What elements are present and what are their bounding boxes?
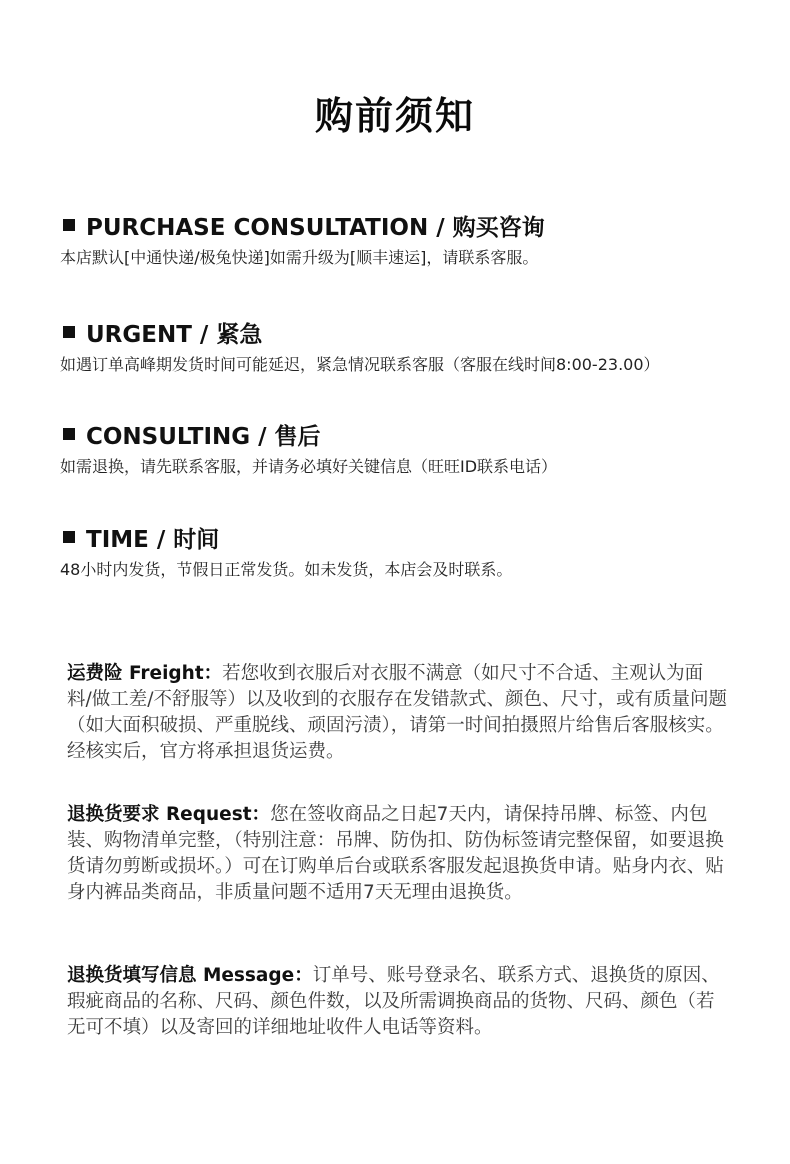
section-heading	[60, 417, 750, 451]
section-heading-text: CONSULTING / 售后	[86, 423, 321, 450]
notice-text: 若您收到衣服后对衣服不满意（如尺寸不合适、主观认为面料/做工差/不舒服等）以及收到的衣服存在发错款式、颜色、尺寸，或有质量问题（如大面积破损、严重脱线、顽固污渍），请第一时间拍摄照片给售后客服核实。经核实后，官方将承担退货运费。	[67, 663, 727, 762]
notice-freight	[67, 661, 727, 765]
notice-request	[67, 802, 727, 906]
section-heading	[60, 208, 750, 242]
section-description: 如需退换，请先联系客服，并请务必填好关键信息（旺旺ID联系电话）	[60, 457, 558, 476]
notice-label: 退换货要求 Request：	[67, 804, 271, 825]
square-bullet-icon	[63, 219, 75, 231]
section-purchase-consultation	[60, 208, 750, 270]
section-time	[60, 520, 750, 582]
section-description: 48小时内发货，节假日正常发货。如未发货，本店会及时联系。	[60, 560, 513, 579]
square-bullet-icon	[63, 428, 75, 440]
notice-label: 退换货填写信息 Message：	[67, 965, 313, 986]
notice-text: 订单号、账号登录名、联系方式、退换货的原因、瑕疵商品的名称、尺码、颜色件数，以及所需调换商品的货物、尺码、颜色（若无可不填）以及寄回的详细地址收件人电话等资料。	[67, 965, 720, 1038]
section-heading	[60, 315, 750, 349]
section-description: 如遇订单高峰期发货时间可能延迟，紧急情况联系客服（客服在线时间8:00-23.00）	[60, 355, 660, 374]
section-heading	[60, 520, 750, 554]
page-title: 购前须知	[314, 94, 475, 138]
notice-text: 您在签收商品之日起7天内，请保持吊牌、标签、内包装、购物清单完整，（特别注意：吊牌、防伪扣、防伪标签请完整保留，如要退换货请勿剪断或损坏。）可在订购单后台或联系客服发起退换货申请。贴身内衣、贴身内裤品类商品，非质量问题不适用7天无理由退换货。	[67, 804, 724, 903]
section-heading-text: URGENT / 紧急	[86, 321, 263, 348]
section-heading-text: PURCHASE CONSULTATION / 购买咨询	[86, 214, 545, 241]
square-bullet-icon	[63, 326, 75, 338]
section-consulting	[60, 417, 750, 479]
section-description: 本店默认[中通快递/极兔快递]如需升级为[顺丰速运]，请联系客服。	[60, 248, 539, 267]
section-urgent	[60, 315, 750, 377]
notice-message	[67, 963, 727, 1041]
notice-label: 运费险 Freight：	[67, 663, 223, 684]
section-heading-text: TIME / 时间	[86, 526, 220, 553]
square-bullet-icon	[63, 531, 75, 543]
